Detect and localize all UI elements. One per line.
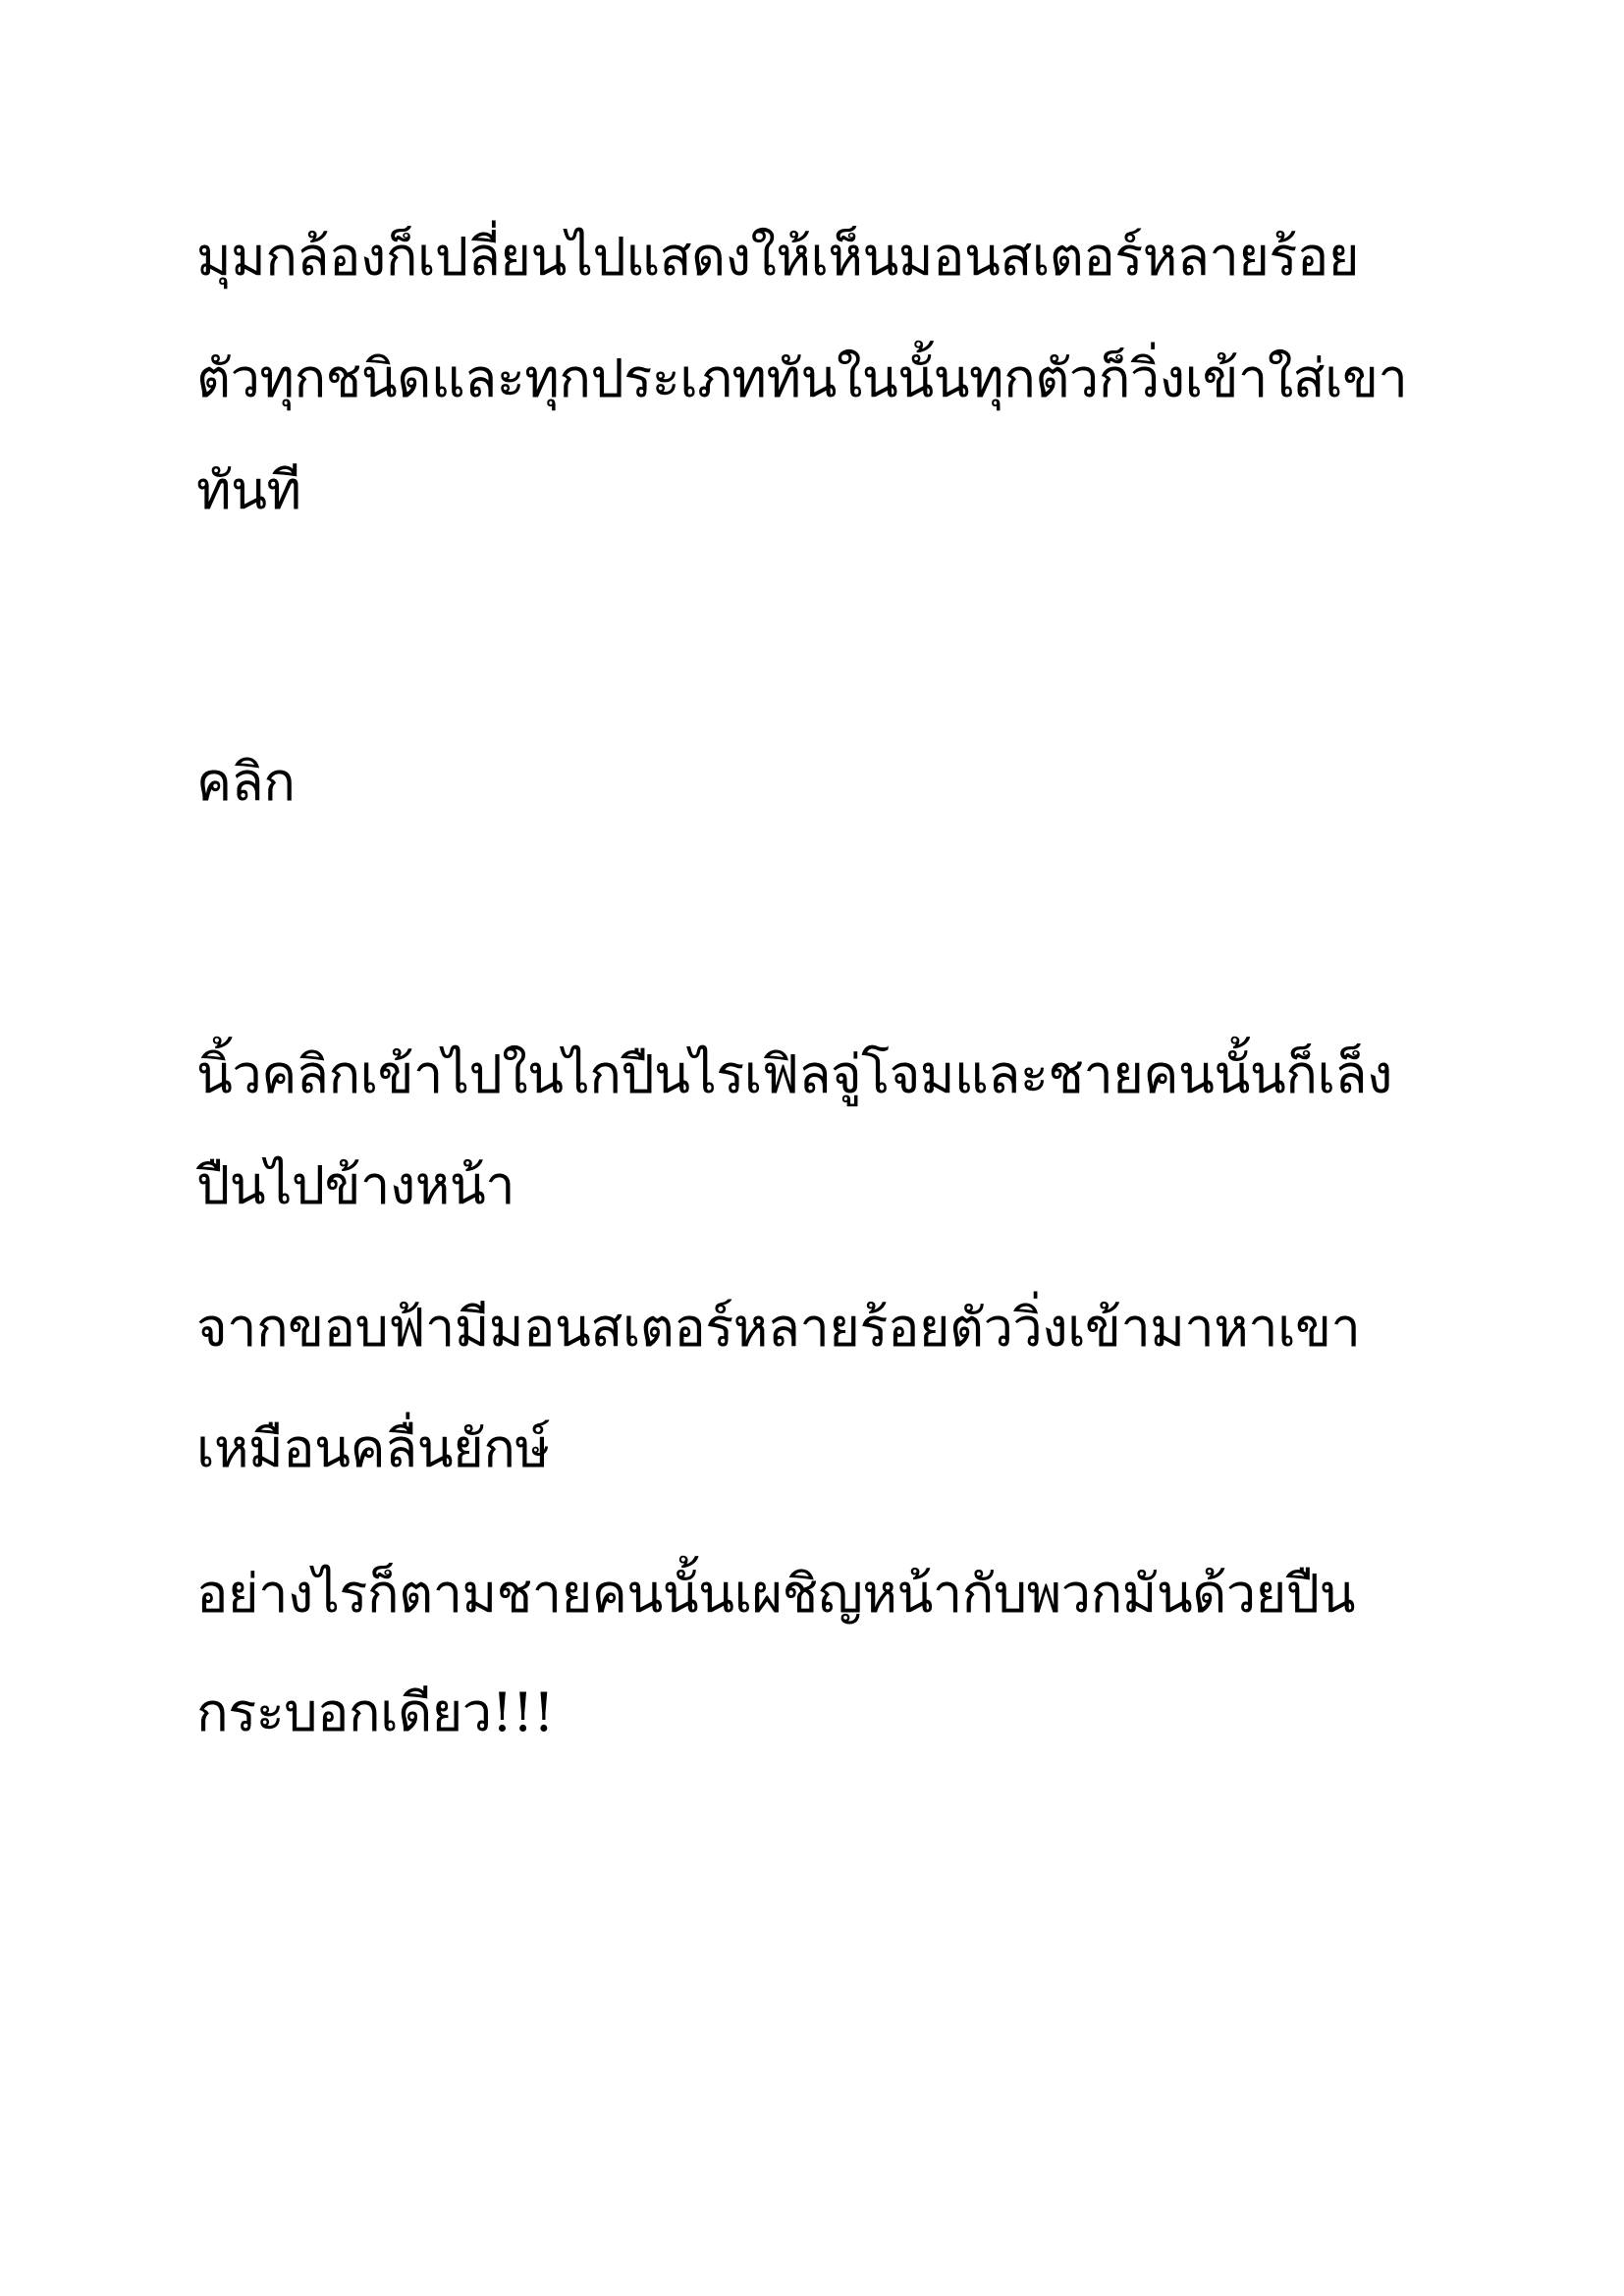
paragraph-4-line-1: จากขอบฟ้ามีมอนสเตอร์หลายร้อยตัววิ่งเข้ามาหาเขา (196, 1297, 1361, 1359)
paragraph-3-line-1: นิ้วคลิกเข้าไปในไกปืนไรเฟิลจู่โจมและชายคนนั้นก็เล็ง (196, 1043, 1392, 1105)
paragraph-1-line-1: มุมกล้องก็เปลี่ยนไปแสดงให้เห็นมอนสเตอร์หลายร้อย (196, 226, 1360, 288)
paragraph-1-line-3: ทันที (196, 459, 301, 521)
paragraph-1-line-2: ตัวทุกชนิดและทุกประเภททันในนั้นทุกตัวก็วิ่งเข้าใส่เขา (196, 347, 1408, 409)
paragraph-5-line-1: อย่างไรก็ตามชายคนนั้นเผชิญหน้ากับพวกมันด้วยปืน (196, 1563, 1355, 1625)
paragraph-2-line-1: คลิก (196, 751, 296, 813)
paragraph-4-line-2: เหมือนคลื่นยักษ์ (196, 1417, 550, 1479)
paragraph-5-line-2: กระบอกเดียว!!! (196, 1682, 555, 1743)
paragraph-3-line-2: ปืนไปข้างหน้า (196, 1154, 515, 1216)
